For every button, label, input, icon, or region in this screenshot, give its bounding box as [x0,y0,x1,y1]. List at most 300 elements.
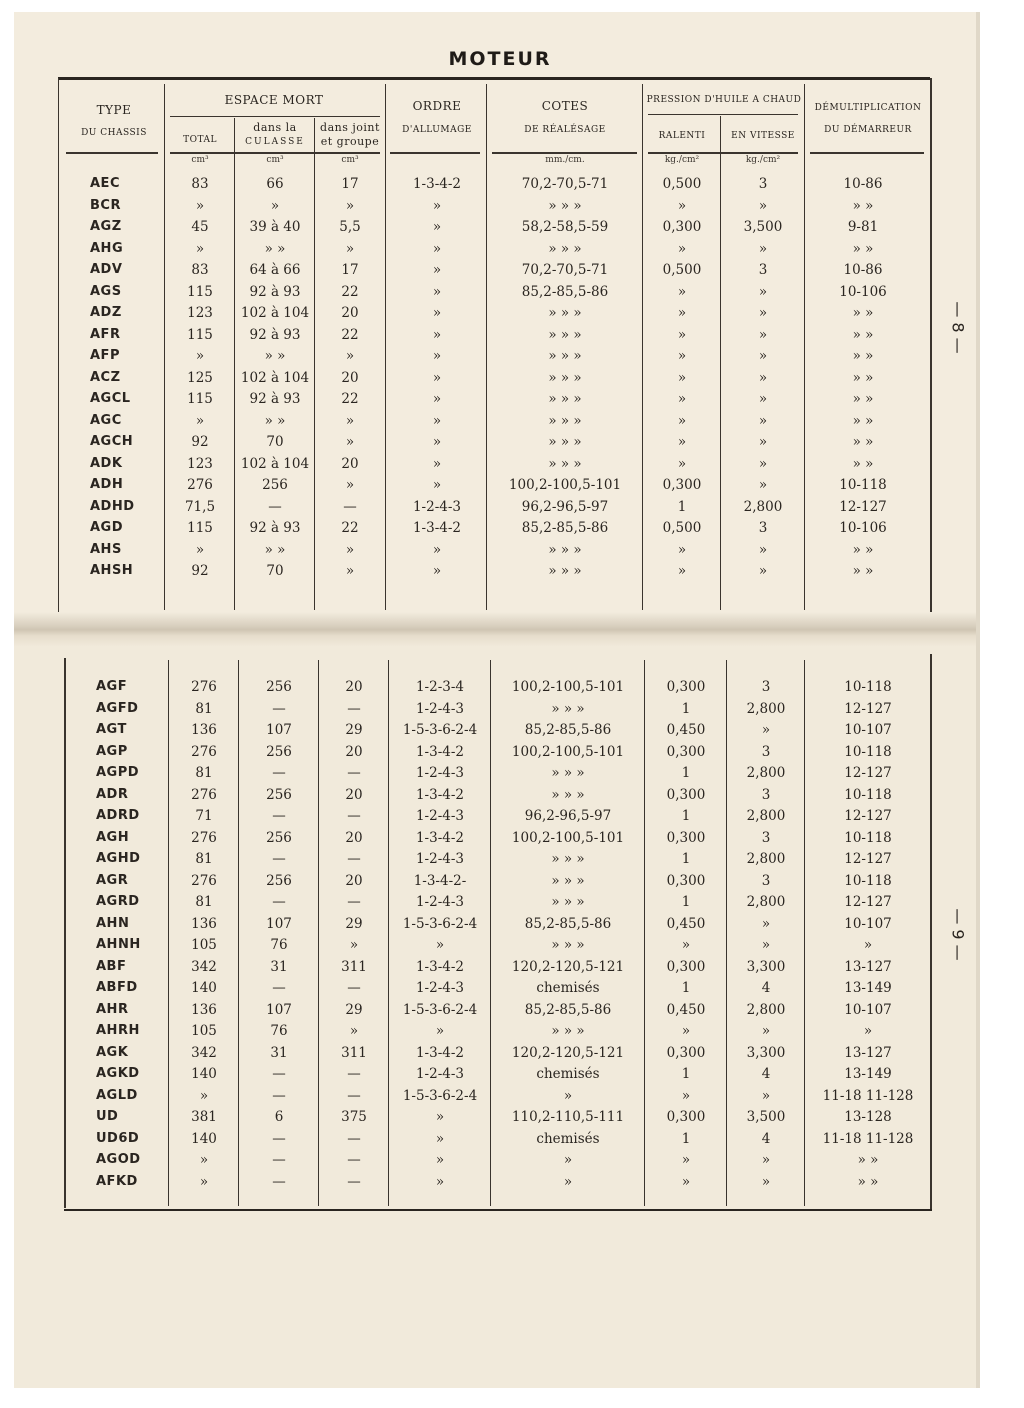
cell-joint: » [345,240,355,257]
cell-vitesse: 3,300 [746,1044,786,1061]
cell-ralenti: » [677,434,687,450]
cell-total: » [199,1087,209,1104]
cell-type: AGZ [90,219,122,234]
cell-type: AGRD [96,894,140,909]
cell-ralenti: 0,300 [666,1044,706,1061]
cell-total: 342 [191,1044,217,1061]
cell-vitesse: 4 [761,1066,771,1082]
cell-culasse: 256 [266,679,292,695]
table-row-bottom [0,1045,1000,1066]
cell-vitesse: » [758,326,768,343]
cell-vitesse: 3 [758,262,768,278]
cell-total: 81 [195,700,213,717]
cell-ordre: » [432,305,442,321]
cell-cotes: » » » [548,412,582,429]
cell-vitesse: 3,500 [743,219,783,235]
cell-total: » [199,1173,209,1190]
cell-ordre: » [432,219,442,235]
cell-ralenti: » [677,455,687,472]
table-row-bottom [0,679,1000,700]
cell-total: » [199,1152,209,1168]
cell-joint: — [347,700,361,717]
cell-ordre: » [432,240,442,257]
cell-joint: » [349,937,359,953]
cell-ordre: 1-2-4-3 [415,765,465,781]
cell-cotes: » [563,1152,573,1168]
cell-vitesse: » [758,434,768,450]
table-row-bottom [0,765,1000,786]
table-row-bottom [0,1088,1000,1109]
bottom-table-rule [64,1209,932,1211]
cell-total: 136 [191,722,217,738]
cell-ralenti: 1 [681,1130,691,1147]
cell-type: AHR [96,1001,129,1017]
unit-ralenti: kg./cm² [664,155,700,165]
cell-total: 83 [191,176,209,192]
table-row-top [0,413,1000,434]
table-row-bottom [0,1152,1000,1173]
cell-total: 81 [195,894,213,910]
cell-joint: — [343,498,357,515]
cell-cotes: » » » [551,894,585,910]
table-row-top [0,477,1000,498]
cell-total: 92 [191,563,209,579]
table-row-bottom [0,722,1000,743]
cell-type: AGF [96,679,128,694]
cell-joint: 29 [345,915,363,932]
cell-ralenti: » [677,369,687,386]
cell-demult: 13-128 [844,1109,892,1125]
page-number-top: — 8 — [948,301,968,354]
table-row-top [0,198,1000,219]
cell-ralenti: 0,300 [666,679,706,695]
hdr-line [390,152,480,154]
cell-culasse: 70 [266,434,284,450]
cell-ralenti: » [681,1152,691,1168]
cell-type: UD6D [96,1130,140,1146]
cell-type: ADH [90,477,124,492]
cell-joint: » [349,1023,359,1039]
cell-culasse: 6 [274,1109,284,1125]
cell-ralenti: » [681,937,691,953]
cell-culasse: 92 à 93 [249,326,301,343]
cell-joint: 311 [341,958,367,975]
cell-type: ADK [90,455,123,471]
cell-joint: 20 [345,743,363,760]
cell-demult: 10-86 [843,176,883,192]
cell-ordre: » [432,455,442,472]
cell-demult: » » [857,1152,879,1168]
cell-total: 83 [191,262,209,278]
cell-joint: 20 [345,786,363,803]
cell-ordre: 1-5-3-6-2-4 [402,915,478,932]
cell-culasse: 64 à 66 [249,262,301,278]
cell-ralenti: 0,500 [662,520,702,536]
cell-vitesse: » [758,305,768,321]
cell-joint: — [347,894,361,910]
cell-ordre: » [432,563,442,579]
cell-total: 140 [191,1066,217,1082]
cell-culasse: 107 [266,915,292,932]
cell-joint: — [347,980,361,996]
cell-cotes: » » » [548,326,582,343]
cell-cotes: » » » [551,937,585,953]
cell-demult: » » [852,305,874,321]
cell-vitesse: » [758,563,768,579]
cell-total: 136 [191,915,217,932]
table-row-bottom [0,701,1000,722]
cell-type: BCR [90,197,121,213]
cell-ralenti: 0,450 [666,1001,706,1018]
cell-culasse: 92 à 93 [249,283,301,300]
cell-joint: — [347,851,361,867]
table-row-top [0,219,1000,240]
cell-type: AHSH [90,563,134,578]
cell-culasse: 256 [266,786,292,803]
cell-demult: » » [852,348,874,364]
cell-culasse: 107 [266,1001,292,1018]
cell-type: AGP [96,743,128,759]
cell-demult: 10-106 [839,520,887,536]
cell-vitesse: 2,800 [746,765,786,781]
hdr-cotes-sub: DE RÉALÉSAGE [524,125,606,135]
cell-culasse: — [272,1152,286,1168]
cell-joint: 22 [341,520,359,536]
cell-ordre: 1-3-4-2- [413,872,467,889]
cell-ralenti: 1 [677,498,687,515]
cell-ordre: 1-5-3-6-2-4 [402,722,478,738]
cell-culasse: 39 à 40 [249,219,301,235]
cell-vitesse: 3 [761,743,771,760]
cell-ralenti: 0,300 [666,872,706,889]
table-row-top [0,327,1000,348]
cell-culasse: 102 à 104 [240,455,310,472]
cell-ralenti: 0,300 [666,743,706,760]
cell-cotes: chemisés [536,1066,600,1082]
cell-joint: 29 [345,1001,363,1018]
top-table-rule [58,77,930,80]
cell-cotes: » » » [548,391,582,407]
hdr-line [810,152,924,154]
cell-type: AFR [90,326,121,342]
cell-cotes: 85,2-85,5-86 [524,915,612,932]
cell-demult: » » [852,197,874,214]
cell-cotes: » » » [548,369,582,386]
cell-ralenti: 0,300 [662,219,702,235]
cell-ordre: 1-3-4-2 [415,958,465,975]
cell-culasse: — [272,980,286,996]
cell-culasse: » » [264,541,286,558]
cell-demult: 10-86 [843,262,883,278]
cell-joint: — [347,1152,361,1168]
cell-type: UD [96,1109,119,1124]
cell-cotes: » » » [551,786,585,803]
cell-cotes: » » » [548,434,582,450]
cell-ordre: 1-2-4-3 [415,700,465,717]
cell-cotes: » » » [548,240,582,257]
cell-vitesse: » [758,348,768,364]
cell-type: AGPD [96,765,140,780]
cell-demult: 9-81 [847,219,879,235]
cell-ralenti: 0,300 [666,958,706,975]
cell-culasse: 256 [262,477,288,493]
cell-joint: 17 [341,176,359,192]
table-row-top [0,262,1000,283]
table-row-bottom [0,808,1000,829]
cell-cotes: 85,2-85,5-86 [521,520,609,536]
cell-culasse: 102 à 104 [240,369,310,386]
cell-vitesse: » [758,197,768,214]
cell-ordre: » [432,197,442,214]
cell-demult: 10-107 [844,722,892,738]
cell-demult: » [863,1023,873,1039]
cell-ralenti: » [677,563,687,579]
cell-ralenti: 0,500 [662,176,702,192]
cell-culasse: 256 [266,743,292,760]
cell-type: AGCL [90,391,131,406]
table-row-top [0,370,1000,391]
table-row-top [0,499,1000,520]
cell-ralenti: 0,300 [666,1109,706,1125]
cell-joint: 20 [345,679,363,695]
cell-cotes: chemisés [536,980,600,996]
cell-total: 45 [191,219,209,235]
table-row-bottom [0,1066,1000,1087]
hdr-line [492,152,637,154]
cell-joint: 22 [341,283,359,300]
cell-type: ADHD [90,498,135,514]
cell-ordre: » [432,369,442,386]
cell-vitesse: » [758,240,768,257]
cell-ordre: » [432,391,442,407]
cell-culasse: — [272,700,286,717]
hdr-ordre-sub: D'ALLUMAGE [402,125,472,135]
cell-culasse: 66 [266,176,284,192]
cell-cotes: » » » [548,348,582,364]
cell-ordre: » [432,348,442,364]
cell-total: 276 [191,829,217,846]
cell-joint: — [347,765,361,781]
cell-culasse: — [272,1087,286,1104]
cell-cotes: » » » [551,765,585,781]
cell-cotes: » [563,1087,573,1104]
cell-culasse: » » [264,240,286,257]
cell-ordre: » [432,326,442,343]
cell-demult: » » [852,541,874,558]
cell-vitesse: 3 [761,679,771,695]
cell-vitesse: 2,800 [746,1001,786,1018]
cell-vitesse: » [758,541,768,558]
cell-demult: 12-127 [844,808,892,824]
cell-vitesse: 3,500 [746,1109,786,1125]
cell-ordre: 1-2-4-3 [415,808,465,824]
cell-ordre: » [432,412,442,429]
cell-total: 276 [191,743,217,760]
cell-culasse: 92 à 93 [249,391,301,407]
cell-demult: 12-127 [844,851,892,867]
cell-type: ABF [96,958,127,974]
cell-total: 105 [191,1023,217,1039]
cell-joint: » [345,477,355,493]
cell-ralenti: » [681,1173,691,1190]
cell-cotes: 100,2-100,5-101 [508,477,622,493]
cell-vitesse: 4 [761,1130,771,1147]
cell-demult: » » [852,369,874,386]
cell-vitesse: 2,800 [746,700,786,717]
cell-culasse: » » [264,412,286,429]
cell-vitesse: 3 [758,520,768,536]
cell-type: AHS [90,541,122,557]
hdr-cotes: COTES [541,99,589,113]
cell-vitesse: » [758,369,768,386]
cell-ralenti: 1 [681,808,691,824]
table-row-bottom [0,937,1000,958]
cell-demult: » » [852,326,874,343]
cell-ralenti: 0,450 [666,722,706,738]
cell-total: 92 [191,434,209,450]
cell-type: ABFD [96,980,138,995]
cell-total: » [195,348,205,364]
cell-total: 115 [187,326,213,343]
cell-ralenti: 1 [681,765,691,781]
cell-ralenti: » [677,283,687,300]
cell-cotes: 100,2-100,5-101 [511,743,625,760]
table-row-bottom [0,1023,1000,1044]
cell-ordre: 1-2-4-3 [415,980,465,996]
cell-vitesse: » [758,477,768,493]
table-row-bottom [0,1174,1000,1195]
cell-demult: 10-118 [844,872,892,889]
cell-ordre: » [432,477,442,493]
cell-joint: 17 [341,262,359,278]
hdr-culasse-1: dans la [253,121,297,134]
cell-cotes: » » » [548,197,582,214]
cell-joint: » [345,348,355,364]
unit-joint: cm³ [341,155,359,165]
cell-joint: » [345,412,355,429]
cell-demult: 12-127 [844,894,892,910]
table-row-top [0,434,1000,455]
cell-vitesse: » [761,1152,771,1168]
table-row-bottom [0,744,1000,765]
cell-type: AGKD [96,1066,140,1081]
cell-demult: 12-127 [839,498,887,515]
cell-vitesse: 2,800 [746,894,786,910]
table-row-bottom [0,851,1000,872]
page-number-bottom: — 9 — [948,908,968,961]
cell-cotes: 120,2-120,5-121 [511,958,625,975]
cell-cotes: 110,2-110,5-111 [511,1109,625,1125]
table-row-bottom [0,1131,1000,1152]
cell-ralenti: » [677,348,687,364]
cell-ralenti: » [677,197,687,214]
cell-cotes: » » » [551,872,585,889]
cell-type: AGH [96,829,130,845]
cell-cotes: 70,2-70,5-71 [521,262,609,278]
cell-cotes: » » » [548,305,582,321]
cell-cotes: 100,2-100,5-101 [511,679,625,695]
page-title: MOTEUR [448,48,552,70]
cell-ordre: » [435,1173,445,1190]
cell-demult: » » [852,391,874,407]
cell-joint: » [345,563,355,579]
cell-demult: » » [852,455,874,472]
cell-demult: 10-107 [844,1001,892,1018]
cell-type: AHNH [96,937,141,952]
table-row-bottom [0,894,1000,915]
cell-joint: 20 [345,829,363,846]
hdr-type-sub: DU CHASSIS [81,128,147,138]
cell-culasse: » » [264,348,286,364]
cell-vitesse: 3 [761,872,771,889]
cell-vitesse: 3 [761,829,771,846]
cell-ordre: 1-2-4-3 [415,894,465,910]
cell-demult: 12-127 [844,700,892,717]
cell-ralenti: 0,450 [666,915,706,932]
cell-ordre: » [435,937,445,953]
hdr-type: TYPE [96,103,132,117]
cell-ordre: » [435,1152,445,1168]
cell-type: AEC [90,176,120,191]
cell-demult: » » [852,434,874,450]
cell-demult: 10-106 [839,283,887,300]
cell-type: AFKD [96,1173,138,1189]
cell-ralenti: 1 [681,851,691,867]
cell-culasse: — [272,894,286,910]
cell-ordre: » [432,262,442,278]
cell-type: AGOD [96,1152,141,1167]
cell-joint: — [347,1173,361,1190]
hdr-joint-2: et groupe [320,135,380,148]
cell-joint: 20 [345,872,363,889]
cell-ralenti: » [681,1023,691,1039]
table-row-top [0,241,1000,262]
cell-type: AGS [90,283,122,299]
hdr-demult-sub: DU DÉMARREUR [824,125,912,135]
cell-ordre: 1-5-3-6-2-4 [402,1087,478,1104]
table-row-top [0,284,1000,305]
cell-joint: 22 [341,326,359,343]
cell-cotes: 85,2-85,5-86 [524,722,612,738]
cell-demult: » [863,937,873,953]
cell-vitesse: » [758,455,768,472]
cell-culasse: — [272,1130,286,1147]
cell-total: 123 [187,305,213,321]
cell-vitesse: 2,800 [746,851,786,867]
cell-demult: 10-118 [839,477,887,493]
cell-ordre: » [435,1109,445,1125]
cell-vitesse: 3 [761,786,771,803]
table-row-top [0,456,1000,477]
cell-type: AGHD [96,851,141,866]
unit-culasse: cm³ [266,155,284,165]
cell-total: 276 [187,477,213,493]
cell-type: AGT [96,722,127,737]
cell-joint: » [345,197,355,214]
cell-cotes: » [563,1173,573,1190]
cell-demult: 11-18 11-128 [822,1130,914,1147]
cell-cotes: » » » [551,851,585,867]
cell-ralenti: 0,300 [662,477,702,493]
cell-demult: 11-18 11-128 [822,1087,914,1104]
cell-ordre: 1-3-4-2 [415,743,465,760]
cell-culasse: 70 [266,563,284,579]
cell-total: 81 [195,765,213,781]
cell-joint: 375 [341,1109,367,1125]
cell-total: 115 [187,520,213,536]
cell-total: 105 [191,937,217,953]
cell-demult: 10-107 [844,915,892,932]
